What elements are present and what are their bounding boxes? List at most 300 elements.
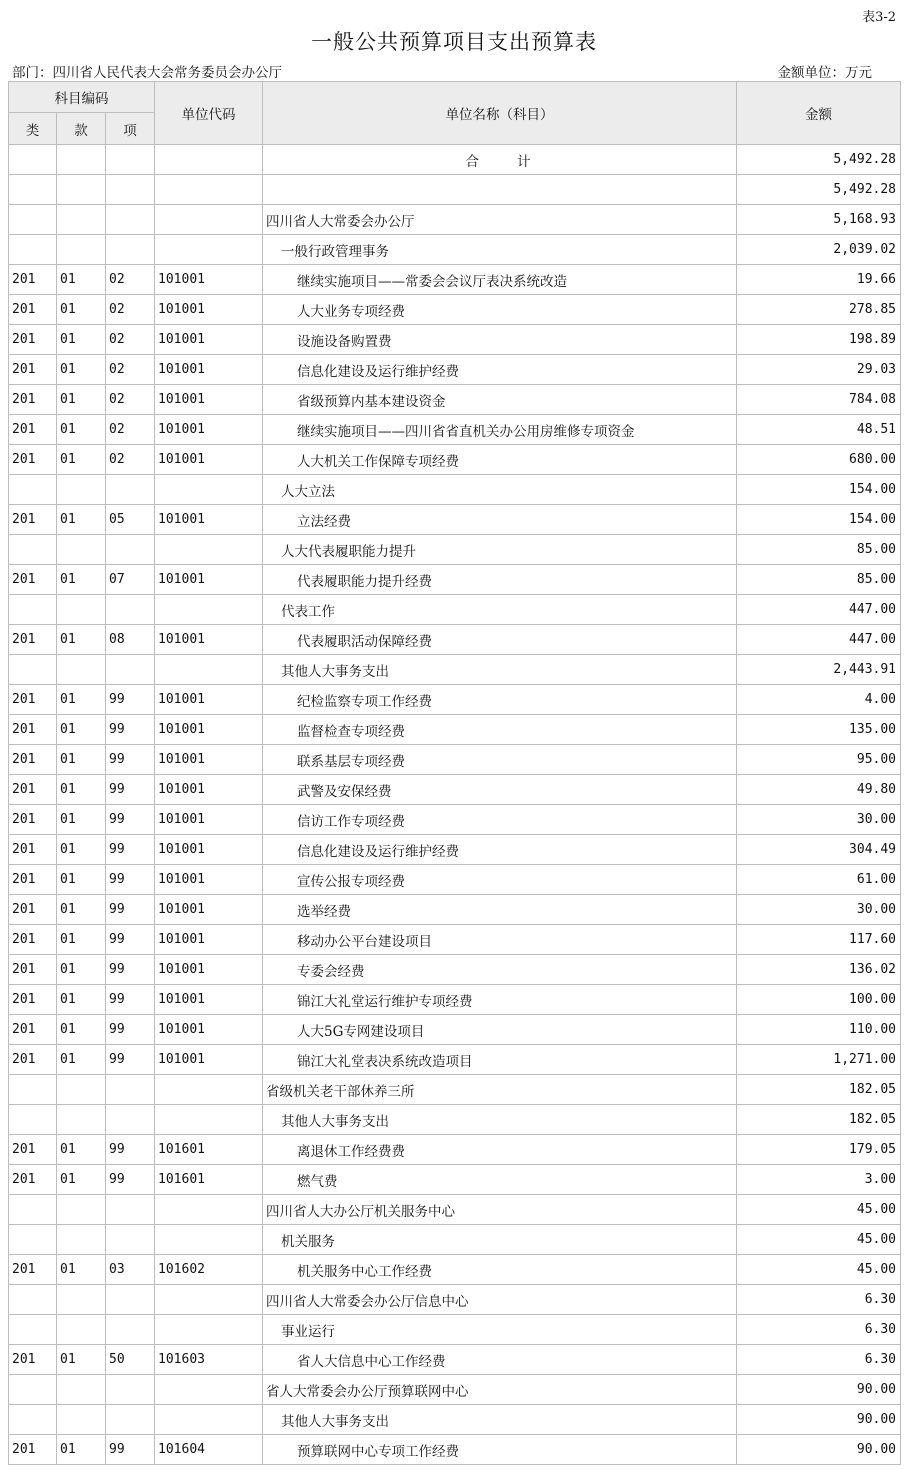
cell-xiang: 99 <box>106 1165 155 1195</box>
cell-unit-name: 一般行政管理事务 <box>263 235 737 265</box>
table-row <box>9 595 901 625</box>
cell-kuan: 01 <box>57 835 106 865</box>
cell-unit-code: 101001 <box>155 1015 263 1045</box>
cell-unit-name: 立法经费 <box>263 505 737 535</box>
table-row <box>9 565 901 595</box>
cell-lei <box>9 1195 57 1225</box>
cell-lei: 201 <box>9 385 57 415</box>
cell-xiang: 02 <box>106 445 155 475</box>
cell-xiang: 50 <box>106 1345 155 1375</box>
cell-amount: 19.66 <box>737 265 901 295</box>
cell-unit-name: 人大立法 <box>263 475 737 505</box>
cell-amount: 90.00 <box>737 1435 901 1465</box>
cell-kuan: 01 <box>57 985 106 1015</box>
cell-amount: 90.00 <box>737 1375 901 1405</box>
cell-lei: 201 <box>9 1255 57 1285</box>
cell-amount: 784.08 <box>737 385 901 415</box>
cell-unit-code: 101001 <box>155 745 263 775</box>
cell-unit-code: 101001 <box>155 385 263 415</box>
cell-amount: 48.51 <box>737 415 901 445</box>
cell-unit-code <box>155 535 263 565</box>
table-row <box>9 385 901 415</box>
cell-amount: 45.00 <box>737 1195 901 1225</box>
table-row <box>9 1285 901 1315</box>
cell-amount: 100.00 <box>737 985 901 1015</box>
cell-kuan: 01 <box>57 385 106 415</box>
cell-lei: 201 <box>9 925 57 955</box>
cell-kuan: 01 <box>57 625 106 655</box>
cell-unit-name: 继续实施项目——常委会会议厅表决系统改造 <box>263 265 737 295</box>
table-row <box>9 1045 901 1075</box>
cell-kuan <box>57 655 106 685</box>
cell-unit-code <box>155 1315 263 1345</box>
cell-lei <box>9 205 57 235</box>
cell-amount: 278.85 <box>737 295 901 325</box>
cell-unit-code <box>155 1225 263 1255</box>
cell-kuan: 01 <box>57 1015 106 1045</box>
table-row <box>9 1105 901 1135</box>
cell-xiang: 07 <box>106 565 155 595</box>
cell-xiang <box>106 1195 155 1225</box>
cell-unit-code: 101001 <box>155 565 263 595</box>
cell-kuan: 01 <box>57 1135 106 1165</box>
cell-kuan: 01 <box>57 1435 106 1465</box>
cell-amount: 45.00 <box>737 1255 901 1285</box>
cell-unit-name: 机关服务 <box>263 1225 737 1255</box>
cell-amount: 182.05 <box>737 1075 901 1105</box>
table-row <box>9 1375 901 1405</box>
cell-kuan <box>57 595 106 625</box>
cell-unit-code <box>155 175 263 205</box>
table-row <box>9 355 901 385</box>
cell-unit-name: 其他人大事务支出 <box>263 1405 737 1435</box>
cell-unit-name: 监督检查专项经费 <box>263 715 737 745</box>
cell-unit-name: 合计 <box>263 145 737 175</box>
cell-unit-code: 101001 <box>155 955 263 985</box>
cell-xiang: 99 <box>106 745 155 775</box>
cell-lei <box>9 1105 57 1135</box>
cell-lei: 201 <box>9 1015 57 1045</box>
cell-unit-code: 101001 <box>155 685 263 715</box>
cell-unit-code <box>155 475 263 505</box>
cell-lei: 201 <box>9 895 57 925</box>
cell-xiang: 03 <box>106 1255 155 1285</box>
cell-lei: 201 <box>9 985 57 1015</box>
department-label: 部门：四川省人民代表大会常务委员会办公厅 <box>12 65 282 81</box>
cell-amount: 30.00 <box>737 805 901 835</box>
cell-unit-code <box>155 1105 263 1135</box>
table-row <box>9 475 901 505</box>
cell-amount: 49.80 <box>737 775 901 805</box>
cell-unit-code: 101001 <box>155 295 263 325</box>
cell-amount: 447.00 <box>737 625 901 655</box>
cell-xiang: 99 <box>106 985 155 1015</box>
table-row <box>9 925 901 955</box>
cell-unit-name: 继续实施项目——四川省省直机关办公用房维修专项资金 <box>263 415 737 445</box>
cell-unit-code: 101001 <box>155 1045 263 1075</box>
table-row <box>9 955 901 985</box>
cell-kuan: 01 <box>57 355 106 385</box>
cell-xiang: 99 <box>106 805 155 835</box>
cell-lei: 201 <box>9 835 57 865</box>
cell-xiang <box>106 655 155 685</box>
cell-xiang: 99 <box>106 1435 155 1465</box>
cell-xiang: 02 <box>106 355 155 385</box>
table-row <box>9 685 901 715</box>
table-row <box>9 985 901 1015</box>
cell-xiang <box>106 175 155 205</box>
cell-unit-name: 锦江大礼堂运行维护专项经费 <box>263 985 737 1015</box>
cell-lei: 201 <box>9 775 57 805</box>
cell-kuan: 01 <box>57 1045 106 1075</box>
cell-lei: 201 <box>9 325 57 355</box>
cell-kuan: 01 <box>57 1345 106 1375</box>
cell-unit-name: 省人大信息中心工作经费 <box>263 1345 737 1375</box>
cell-amount: 2,443.91 <box>737 655 901 685</box>
cell-unit-code: 101601 <box>155 1165 263 1195</box>
table-row <box>9 445 901 475</box>
cell-lei: 201 <box>9 865 57 895</box>
table-row <box>9 895 901 925</box>
budget-table <box>8 81 901 1465</box>
cell-unit-code: 101001 <box>155 445 263 475</box>
cell-unit-name: 其他人大事务支出 <box>263 1105 737 1135</box>
cell-unit-name: 信息化建设及运行维护经费 <box>263 835 737 865</box>
cell-xiang: 99 <box>106 895 155 925</box>
cell-lei: 201 <box>9 685 57 715</box>
cell-unit-name: 设施设备购置费 <box>263 325 737 355</box>
cell-xiang <box>106 1375 155 1405</box>
cell-xiang <box>106 1285 155 1315</box>
header-unit-name: 单位名称（科目） <box>263 82 737 145</box>
table-row <box>9 505 901 535</box>
cell-unit-name: 代表履职能力提升经费 <box>263 565 737 595</box>
cell-unit-name: 其他人大事务支出 <box>263 655 737 685</box>
cell-unit-code: 101601 <box>155 1135 263 1165</box>
cell-amount: 680.00 <box>737 445 901 475</box>
cell-unit-code: 101001 <box>155 835 263 865</box>
cell-kuan <box>57 1225 106 1255</box>
cell-kuan: 01 <box>57 895 106 925</box>
cell-xiang: 99 <box>106 1135 155 1165</box>
cell-unit-name: 人大业务专项经费 <box>263 295 737 325</box>
table-row <box>9 625 901 655</box>
header-lei: 类 <box>9 113 57 145</box>
cell-amount: 30.00 <box>737 895 901 925</box>
cell-lei <box>9 475 57 505</box>
cell-lei: 201 <box>9 1435 57 1465</box>
table-row <box>9 1225 901 1255</box>
cell-xiang: 99 <box>106 925 155 955</box>
cell-unit-code: 101001 <box>155 805 263 835</box>
cell-amount: 5,492.28 <box>737 175 901 205</box>
cell-unit-code <box>155 1285 263 1315</box>
cell-amount: 110.00 <box>737 1015 901 1045</box>
table-row <box>9 805 901 835</box>
cell-kuan <box>57 1285 106 1315</box>
cell-lei: 201 <box>9 265 57 295</box>
cell-xiang <box>106 145 155 175</box>
cell-kuan: 01 <box>57 505 106 535</box>
cell-kuan: 01 <box>57 295 106 325</box>
cell-xiang <box>106 595 155 625</box>
table-row <box>9 325 901 355</box>
table-row <box>9 1165 901 1195</box>
cell-amount: 304.49 <box>737 835 901 865</box>
cell-amount: 6.30 <box>737 1285 901 1315</box>
cell-unit-code: 101001 <box>155 985 263 1015</box>
cell-xiang: 99 <box>106 835 155 865</box>
cell-xiang: 02 <box>106 265 155 295</box>
cell-kuan <box>57 1195 106 1225</box>
cell-unit-name: 机关服务中心工作经费 <box>263 1255 737 1285</box>
cell-lei: 201 <box>9 1045 57 1075</box>
table-row <box>9 295 901 325</box>
cell-unit-name: 宣传公报专项经费 <box>263 865 737 895</box>
table-row <box>9 715 901 745</box>
table-row <box>9 835 901 865</box>
cell-unit-code <box>155 1375 263 1405</box>
cell-amount: 2,039.02 <box>737 235 901 265</box>
cell-lei: 201 <box>9 715 57 745</box>
cell-unit-code <box>155 1195 263 1225</box>
cell-xiang: 99 <box>106 865 155 895</box>
cell-amount: 5,492.28 <box>737 145 901 175</box>
cell-xiang <box>106 235 155 265</box>
cell-unit-code <box>155 235 263 265</box>
cell-unit-name: 人大机关工作保障专项经费 <box>263 445 737 475</box>
cell-unit-name: 燃气费 <box>263 1165 737 1195</box>
cell-lei <box>9 235 57 265</box>
cell-lei: 201 <box>9 745 57 775</box>
cell-amount: 154.00 <box>737 475 901 505</box>
header-xiang: 项 <box>106 113 155 145</box>
cell-unit-name: 省人大常委会办公厅预算联网中心 <box>263 1375 737 1405</box>
cell-xiang <box>106 1405 155 1435</box>
cell-xiang: 08 <box>106 625 155 655</box>
cell-xiang <box>106 1315 155 1345</box>
cell-unit-code: 101001 <box>155 265 263 295</box>
cell-unit-code: 101604 <box>155 1435 263 1465</box>
cell-amount: 135.00 <box>737 715 901 745</box>
cell-unit-name: 事业运行 <box>263 1315 737 1345</box>
cell-lei <box>9 1075 57 1105</box>
cell-kuan: 01 <box>57 685 106 715</box>
cell-lei <box>9 145 57 175</box>
cell-kuan <box>57 175 106 205</box>
cell-lei: 201 <box>9 505 57 535</box>
cell-xiang: 02 <box>106 295 155 325</box>
cell-kuan <box>57 205 106 235</box>
cell-amount: 136.02 <box>737 955 901 985</box>
cell-kuan <box>57 535 106 565</box>
cell-lei: 201 <box>9 565 57 595</box>
cell-unit-code <box>155 1405 263 1435</box>
page-title: 一般公共预算项目支出预算表 <box>311 30 597 54</box>
cell-unit-code <box>155 1075 263 1105</box>
table-row <box>9 1315 901 1345</box>
cell-lei <box>9 1285 57 1315</box>
cell-unit-name: 纪检监察专项工作经费 <box>263 685 737 715</box>
cell-kuan <box>57 1315 106 1345</box>
table-row <box>9 745 901 775</box>
cell-unit-name: 人大5G专网建设项目 <box>263 1015 737 1045</box>
table-row <box>9 1435 901 1465</box>
cell-kuan: 01 <box>57 745 106 775</box>
cell-unit-name: 代表履职活动保障经费 <box>263 625 737 655</box>
cell-unit-code: 101001 <box>155 715 263 745</box>
table-row <box>9 205 901 235</box>
table-row <box>9 1345 901 1375</box>
cell-unit-code <box>155 595 263 625</box>
cell-unit-name: 联系基层专项经费 <box>263 745 737 775</box>
header-unit-code: 单位代码 <box>155 82 263 145</box>
cell-amount: 85.00 <box>737 535 901 565</box>
cell-amount: 182.05 <box>737 1105 901 1135</box>
table-row <box>9 265 901 295</box>
cell-kuan: 01 <box>57 955 106 985</box>
cell-xiang: 99 <box>106 1015 155 1045</box>
cell-lei: 201 <box>9 415 57 445</box>
cell-unit-name: 选举经费 <box>263 895 737 925</box>
cell-kuan: 01 <box>57 925 106 955</box>
cell-amount: 61.00 <box>737 865 901 895</box>
cell-lei <box>9 1375 57 1405</box>
table-row <box>9 1075 901 1105</box>
cell-xiang: 99 <box>106 955 155 985</box>
cell-lei <box>9 1225 57 1255</box>
table-row <box>9 655 901 685</box>
cell-unit-name: 预算联网中心专项工作经费 <box>263 1435 737 1465</box>
table-number: 表3-2 <box>862 10 896 25</box>
table-row <box>9 865 901 895</box>
cell-unit-name: 移动办公平台建设项目 <box>263 925 737 955</box>
cell-unit-name: 专委会经费 <box>263 955 737 985</box>
cell-xiang: 02 <box>106 325 155 355</box>
table-row <box>9 235 901 265</box>
cell-lei <box>9 1315 57 1345</box>
cell-kuan: 01 <box>57 565 106 595</box>
amount-unit-label: 金额单位：万元 <box>777 65 872 81</box>
cell-lei <box>9 1405 57 1435</box>
cell-unit-code: 101602 <box>155 1255 263 1285</box>
cell-kuan: 01 <box>57 265 106 295</box>
cell-xiang <box>106 205 155 235</box>
cell-lei <box>9 595 57 625</box>
cell-kuan: 01 <box>57 1255 106 1285</box>
cell-xiang <box>106 535 155 565</box>
cell-lei: 201 <box>9 355 57 385</box>
cell-lei: 201 <box>9 445 57 475</box>
cell-xiang <box>106 1105 155 1135</box>
cell-kuan: 01 <box>57 715 106 745</box>
cell-lei <box>9 655 57 685</box>
cell-xiang <box>106 1225 155 1255</box>
cell-xiang: 99 <box>106 685 155 715</box>
cell-xiang: 99 <box>106 775 155 805</box>
cell-kuan <box>57 1405 106 1435</box>
cell-unit-code: 101001 <box>155 895 263 925</box>
cell-kuan: 01 <box>57 1165 106 1195</box>
cell-unit-code: 101001 <box>155 775 263 805</box>
cell-amount: 45.00 <box>737 1225 901 1255</box>
header-amount: 金额 <box>737 82 901 145</box>
cell-amount: 179.05 <box>737 1135 901 1165</box>
table-row <box>9 1015 901 1045</box>
cell-xiang: 02 <box>106 385 155 415</box>
cell-lei: 201 <box>9 625 57 655</box>
cell-xiang <box>106 475 155 505</box>
cell-unit-name: 人大代表履职能力提升 <box>263 535 737 565</box>
table-row <box>9 1195 901 1225</box>
cell-unit-name: 四川省人大常委会办公厅 <box>263 205 737 235</box>
cell-amount: 90.00 <box>737 1405 901 1435</box>
cell-unit-code: 101001 <box>155 865 263 895</box>
cell-lei: 201 <box>9 1165 57 1195</box>
cell-amount: 117.60 <box>737 925 901 955</box>
cell-lei: 201 <box>9 805 57 835</box>
cell-unit-name <box>263 175 737 205</box>
cell-unit-name: 代表工作 <box>263 595 737 625</box>
cell-kuan <box>57 145 106 175</box>
cell-amount: 447.00 <box>737 595 901 625</box>
cell-lei: 201 <box>9 1345 57 1375</box>
cell-lei <box>9 175 57 205</box>
cell-unit-name: 信息化建设及运行维护经费 <box>263 355 737 385</box>
cell-xiang: 05 <box>106 505 155 535</box>
table-row <box>9 415 901 445</box>
cell-amount: 154.00 <box>737 505 901 535</box>
cell-unit-code: 101001 <box>155 625 263 655</box>
cell-unit-code: 101001 <box>155 355 263 385</box>
cell-unit-code: 101001 <box>155 415 263 445</box>
cell-amount: 6.30 <box>737 1345 901 1375</box>
header-kuan: 款 <box>57 113 106 145</box>
cell-amount: 1,271.00 <box>737 1045 901 1075</box>
table-body <box>9 145 901 1465</box>
cell-amount: 85.00 <box>737 565 901 595</box>
cell-kuan: 01 <box>57 445 106 475</box>
cell-kuan: 01 <box>57 415 106 445</box>
cell-unit-code: 101001 <box>155 925 263 955</box>
cell-xiang: 99 <box>106 1045 155 1075</box>
cell-amount: 6.30 <box>737 1315 901 1345</box>
cell-amount: 5,168.93 <box>737 205 901 235</box>
cell-unit-code: 101001 <box>155 505 263 535</box>
cell-xiang <box>106 1075 155 1105</box>
cell-unit-name: 离退休工作经费费 <box>263 1135 737 1165</box>
cell-kuan: 01 <box>57 805 106 835</box>
cell-xiang: 99 <box>106 715 155 745</box>
cell-unit-name: 四川省人大常委会办公厅信息中心 <box>263 1285 737 1315</box>
table-row <box>9 1255 901 1285</box>
table-row <box>9 175 901 205</box>
table-row <box>9 1405 901 1435</box>
cell-amount: 95.00 <box>737 745 901 775</box>
cell-amount: 4.00 <box>737 685 901 715</box>
cell-kuan <box>57 235 106 265</box>
cell-lei <box>9 535 57 565</box>
cell-unit-name: 武警及安保经费 <box>263 775 737 805</box>
cell-lei: 201 <box>9 1135 57 1165</box>
cell-unit-name: 四川省人大办公厅机关服务中心 <box>263 1195 737 1225</box>
cell-kuan <box>57 1375 106 1405</box>
table-row <box>9 1135 901 1165</box>
cell-unit-code: 101603 <box>155 1345 263 1375</box>
cell-kuan <box>57 1075 106 1105</box>
cell-kuan <box>57 1105 106 1135</box>
cell-unit-name: 锦江大礼堂表决系统改造项目 <box>263 1045 737 1075</box>
